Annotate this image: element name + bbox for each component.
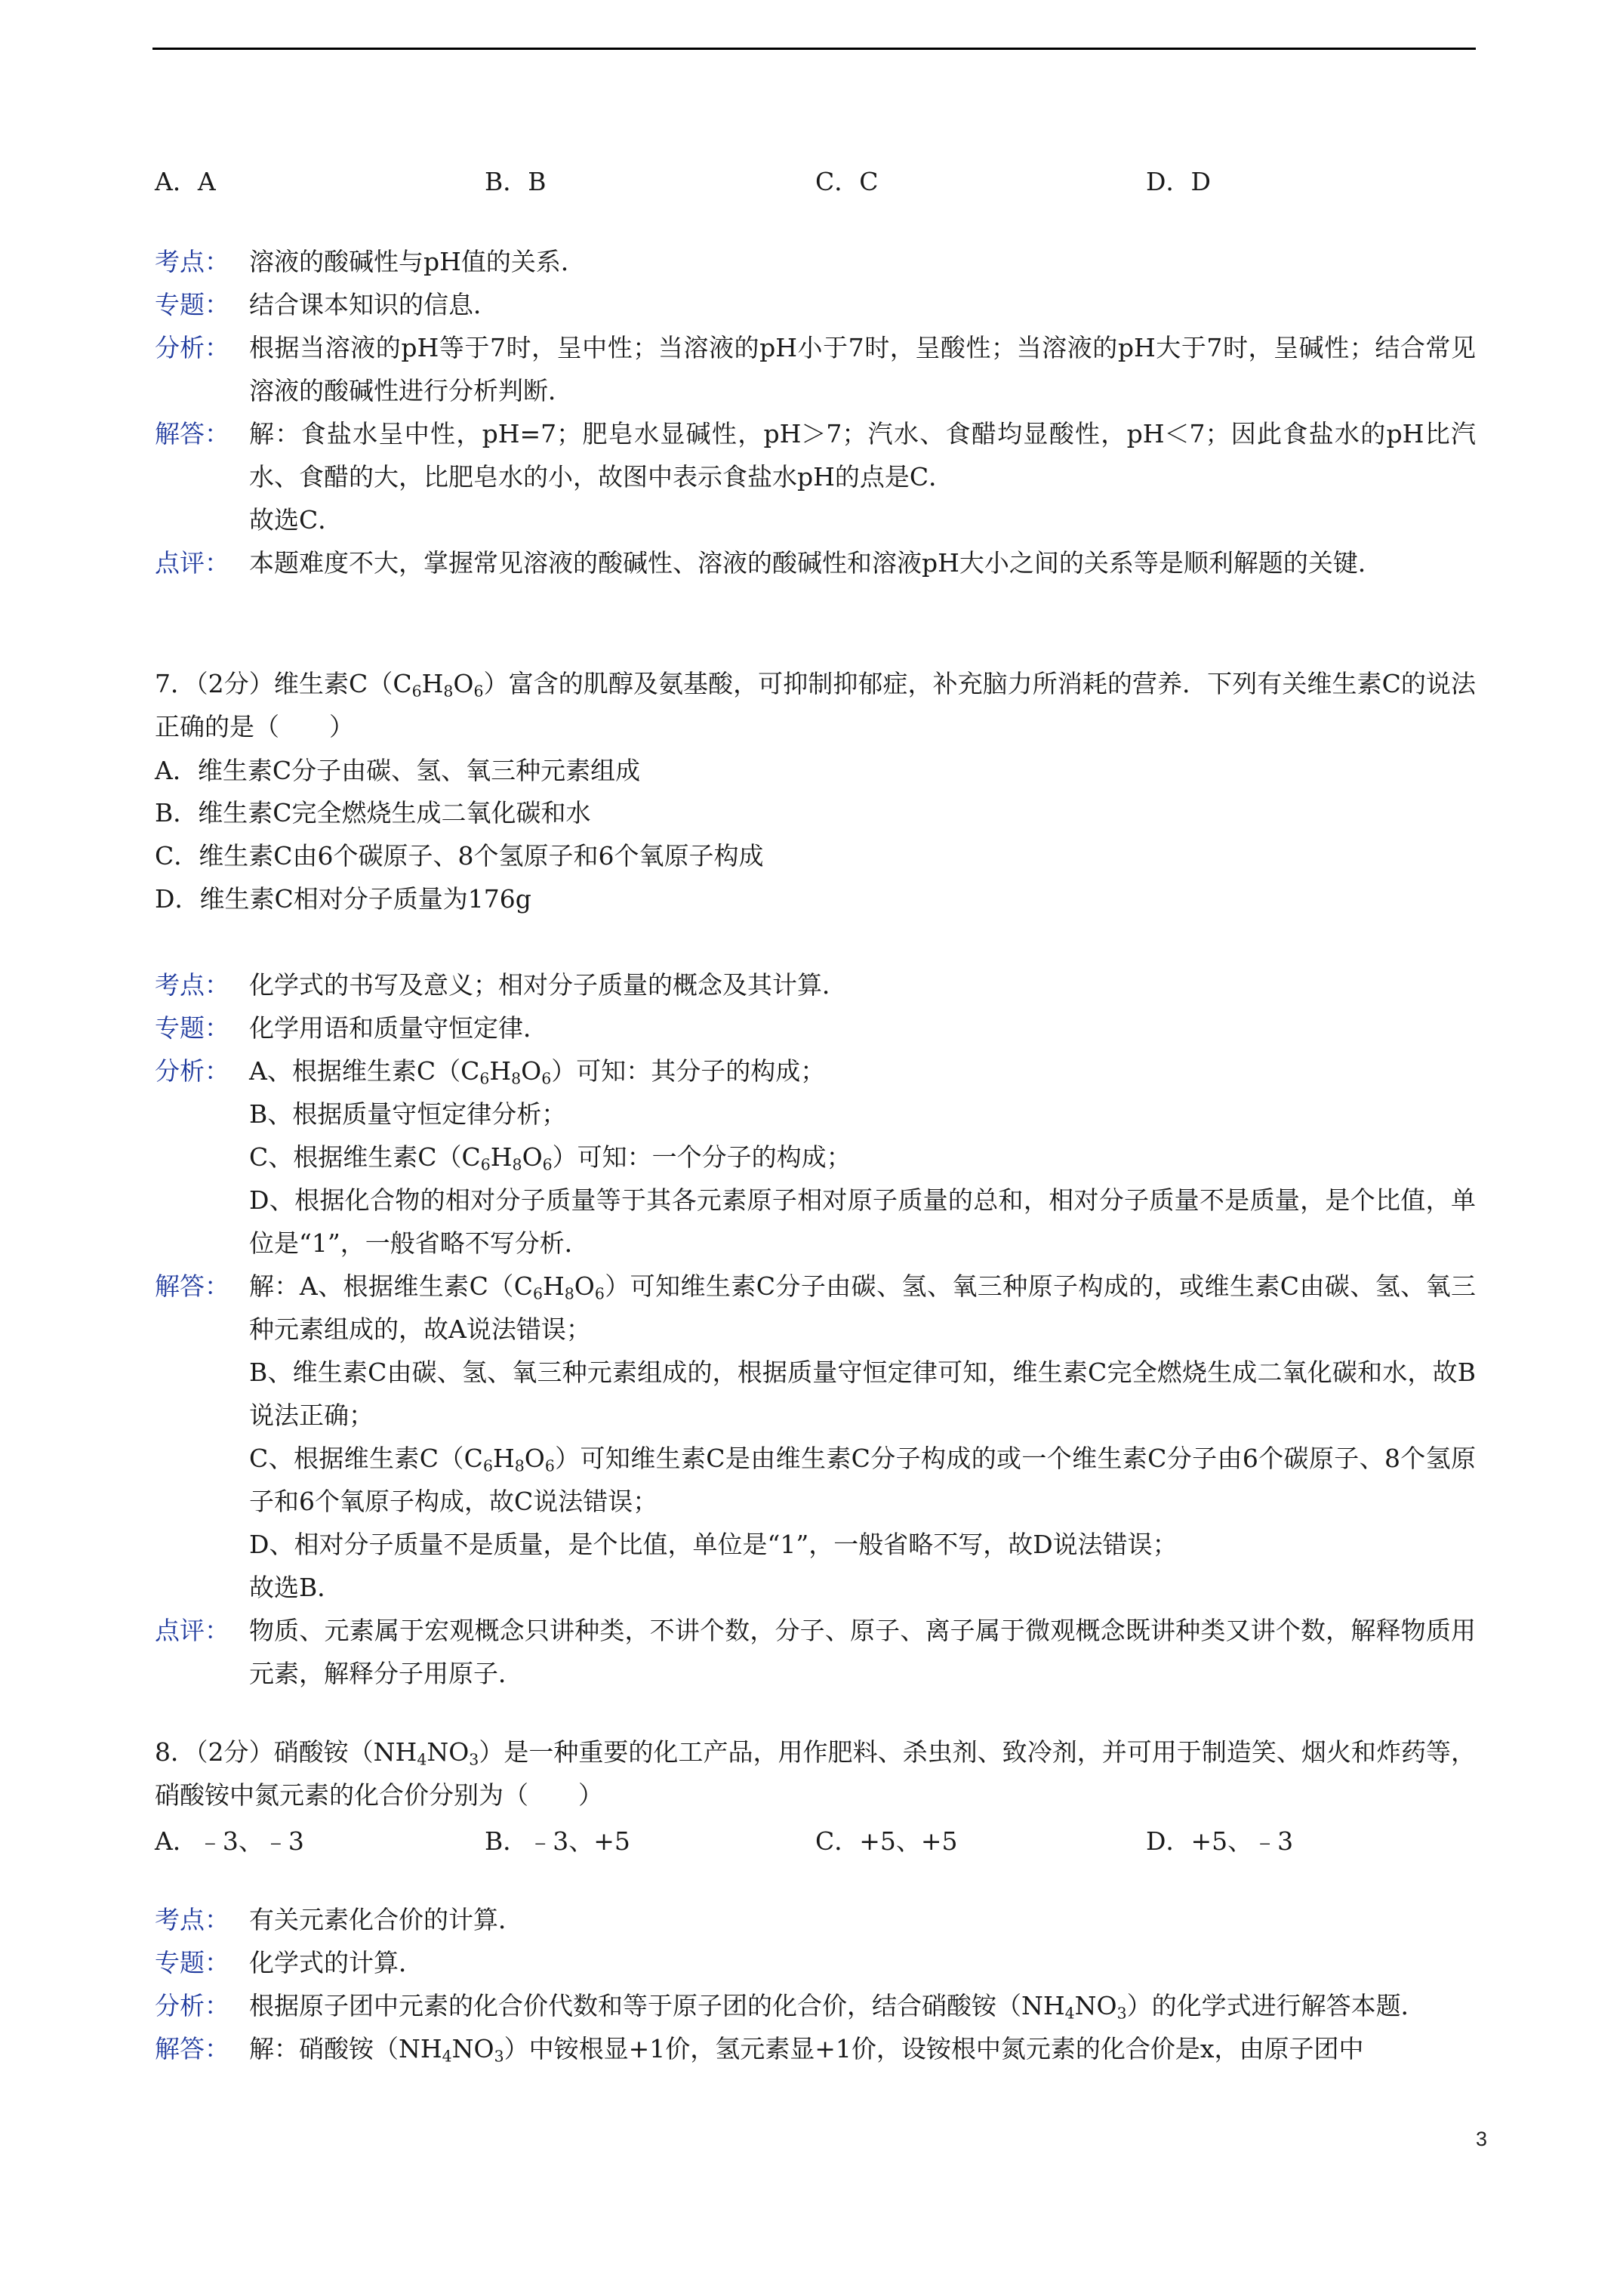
q6-fenxi	[155, 326, 1476, 412]
q7-kaodian	[155, 963, 1476, 1006]
q6-analysis	[155, 240, 1476, 584]
q7-dianping	[155, 1609, 1476, 1695]
jieda-label: 解答：	[155, 419, 229, 448]
fenxi-d: D、根据化合物的相对分子质量等于其各元素原子相对原子质量的总和，相对分子质量不是质量，是个比值，单位是“1”，一般省略不写分析．	[249, 1185, 1476, 1258]
kaodian-label: 考点：	[155, 970, 229, 1000]
fenxi-b: B、根据质量守恒定律分析；	[249, 1099, 567, 1129]
jieda-text: 解：硝酸铵$(NH_4NO_3)$中铵根显+1价，氢元素显+1价，设铵根中氮元素的化合价是x，由原子团中	[249, 2034, 1364, 2066]
fenxi-c: C、根据维生素$C(C_6H_8O_6)$可知：一个分子的构成；	[249, 1142, 852, 1174]
q6-zhuanti	[155, 283, 1476, 326]
q7-option-d: D．维生素C相对分子质量为176g	[155, 884, 531, 914]
zhuanti-label: 专题：	[155, 1013, 229, 1043]
q6-jieda	[155, 412, 1476, 541]
dianping-text: 本题难度不大，掌握常见溶液的酸碱性、溶液的酸碱性和溶液pH大小之间的关系等是顺利解题的关键．	[249, 548, 1383, 578]
dianping-text: 物质、元素属于宏观概念只讲种类，不讲个数，分子、原子、离子属于微观概念既讲种类又讲个数，解释物质用元素，解释分子用原子．	[249, 1616, 1476, 1688]
q6-option-a: A．A	[155, 167, 216, 196]
kaodian-label: 考点：	[155, 1905, 229, 1934]
jieda-conclusion: 故选C．	[249, 505, 343, 535]
fenxi-label: 分析：	[155, 333, 229, 362]
dianping-label: 点评：	[155, 548, 229, 578]
jieda-label: 解答：	[155, 2034, 229, 2063]
zhuanti-text: 结合课本知识的信息．	[249, 290, 498, 319]
fenxi-a: A、根据维生素$C(C_6H_8O_6)$可知：其分子的构成；	[249, 1056, 826, 1088]
kaodian-text: 溶液的酸碱性与pH值的关系．	[249, 247, 586, 276]
q8-kaodian	[155, 1898, 1476, 1941]
fenxi-text: 根据原子团中元素的化合价代数和等于原子团的化合价，结合硝酸铵$(NH_4NO_3)$的化学式进行解答本题．	[249, 1991, 1426, 2023]
q6-dianping	[155, 541, 1476, 584]
q8-jieda	[155, 2027, 1476, 2070]
q7-option-c: C．维生素C由6个碳原子、8个氢原子和6个氧原子构成	[155, 841, 764, 871]
zhuanti-text: 化学式的计算．	[249, 1948, 423, 1977]
q7-zhuanti	[155, 1006, 1476, 1049]
q8-option-d: D．+5、﹣3	[1146, 1826, 1294, 1856]
page-number: 3	[1475, 2128, 1487, 2150]
jieda-conclusion: 故选B．	[249, 1573, 343, 1602]
jieda-text: 解：食盐水呈中性，pH=7；肥皂水显碱性，pH＞7；汽水、食醋均显酸性，pH＜7；因此食盐水的pH比汽水、食醋的大，比肥皂水的小，故图中表示食盐水pH的点是C．	[249, 419, 1476, 492]
q7-jieda	[155, 1265, 1476, 1609]
kaodian-text: 有关元素化合价的计算．	[249, 1905, 523, 1934]
kaodian-label: 考点：	[155, 247, 229, 276]
q8-fenxi	[155, 1984, 1476, 2027]
jieda-label: 解答：	[155, 1271, 229, 1301]
dianping-label: 点评：	[155, 1616, 229, 1645]
q8-option-a: A．﹣3、﹣3	[155, 1826, 304, 1856]
q7-fenxi	[155, 1049, 1476, 1265]
q7-option-b: B．维生素C完全燃烧生成二氧化碳和水	[155, 798, 591, 827]
q6-option-d: D．D	[1146, 167, 1211, 196]
fenxi-text: 根据当溶液的pH等于7时，呈中性；当溶液的pH小于7时，呈酸性；当溶液的pH大于7时，呈碱性；结合常见溶液的酸碱性进行分析判断．	[249, 333, 1476, 405]
q7-analysis	[155, 963, 1476, 1695]
q6-kaodian	[155, 240, 1476, 283]
kaodian-text: 化学式的书写及意义；相对分子质量的概念及其计算．	[249, 970, 847, 1000]
jieda-d: D、相对分子质量不是质量，是个比值，单位是“1”，一般省略不写，故D说法错误；	[249, 1530, 1178, 1559]
q8-option-b: B．﹣3、+5	[485, 1826, 630, 1856]
fenxi-label: 分析：	[155, 1056, 229, 1086]
q8-stem: 8．（2分）硝酸铵$(NH_4NO_3)$是一种重要的化工产品，用作肥料、杀虫剂、致冷剂，并可用于制造笑、烟火和炸药等，硝酸铵中氮元素的化合价分别为（ ）	[155, 1737, 1476, 1810]
q7-stem: 7．（2分）维生素$C(C_6H_8O_6)$富含的肌醇及氨基酸，可抑制抑郁症，补充脑力所消耗的营养．下列有关维生素C的说法正确的是（ ）	[155, 669, 1476, 741]
q8-zhuanti	[155, 1941, 1476, 1984]
q8-option-c: C．+5、+5	[815, 1826, 958, 1856]
q8-analysis	[155, 1898, 1476, 2070]
q7-option-a: A．维生素C分子由碳、氢、氧三种元素组成	[155, 756, 641, 785]
jieda-a: 解：A、根据维生素$C(C_6H_8O_6)$可知维生素C分子由碳、氢、氧三种原子构成的，或维生素C由碳、氢、氧三种元素组成的，故A说法错误；	[249, 1271, 1476, 1344]
zhuanti-text: 化学用语和质量守恒定律．	[249, 1013, 548, 1043]
jieda-b: B、维生素C由碳、氢、氧三种元素组成的，根据质量守恒定律可知，维生素C完全燃烧生成二氧化碳和水，故B说法正确；	[249, 1358, 1476, 1430]
jieda-c: C、根据维生素$C(C_6H_8O_6)$可知维生素C是由维生素C分子构成的或一个维生素C分子由6个碳原子、8个氢原子和6个氧原子构成，故C说法错误；	[249, 1444, 1476, 1516]
zhuanti-label: 专题：	[155, 290, 229, 319]
q6-option-c: C．C	[815, 167, 879, 196]
zhuanti-label: 专题：	[155, 1948, 229, 1977]
header-rule	[152, 48, 1476, 50]
q6-option-b: B．B	[485, 167, 547, 196]
fenxi-label: 分析：	[155, 1991, 229, 2020]
